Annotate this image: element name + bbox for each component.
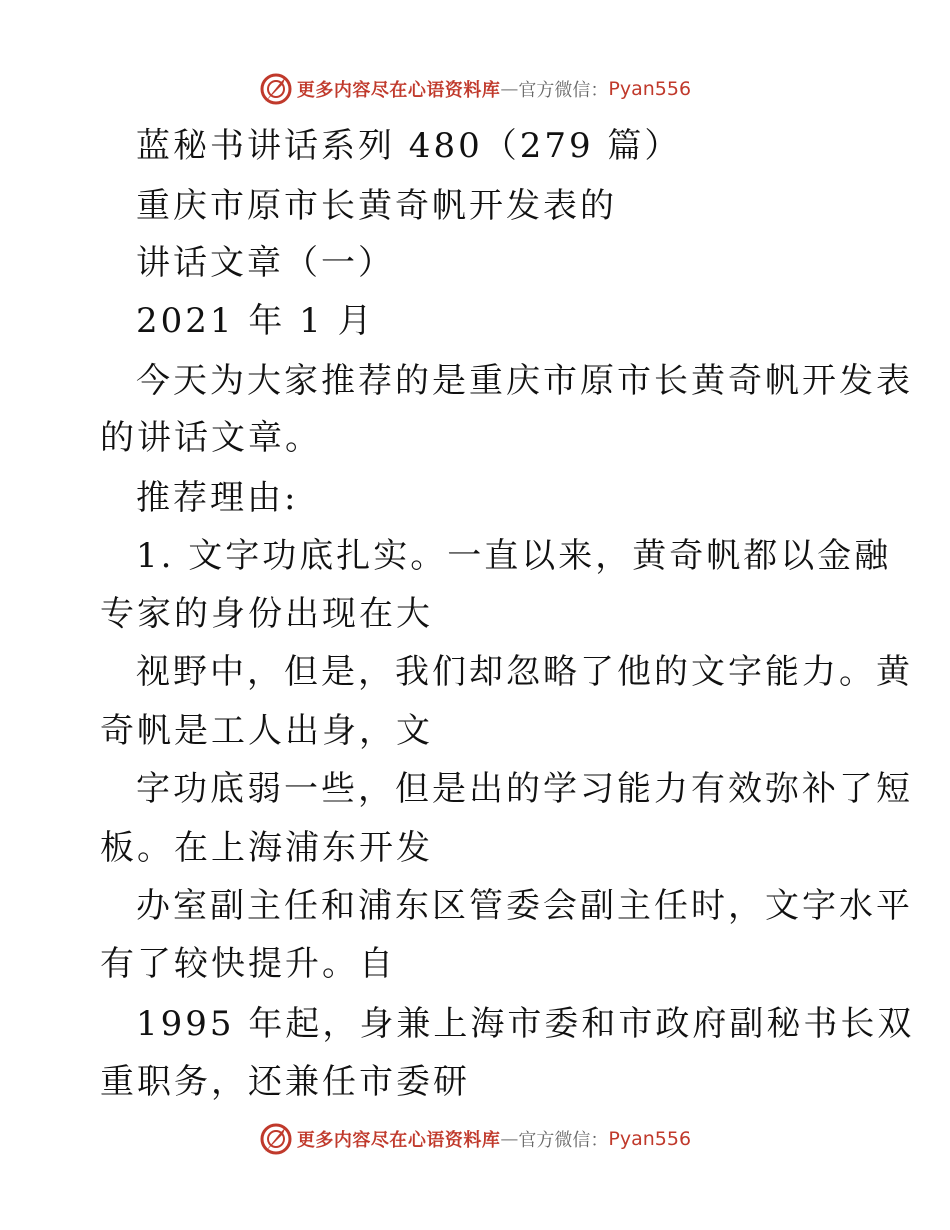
watermark-dash: — (500, 1128, 519, 1150)
watermark-handle: Pyan556 (608, 78, 692, 100)
doc-line: 板。在上海浦东开发 (100, 828, 433, 868)
doc-line: 1. 文字功底扎实。一直以来，黄奇帆都以金融 (136, 536, 892, 576)
doc-line: 的讲话文章。 (100, 418, 322, 458)
doc-line: 办室副主任和浦东区管委会副主任时，文字水平 (136, 886, 913, 926)
quill-logo-icon (259, 1122, 293, 1156)
doc-line: 字功底弱一些，但是出的学习能力有效弥补了短 (136, 769, 913, 809)
doc-line: 1995 年起，身兼上海市委和市政府副秘书长双 (136, 1004, 915, 1044)
header-watermark (0, 72, 950, 106)
doc-line: 讲话文章（一） (136, 243, 395, 283)
doc-line: 蓝秘书讲话系列 480（279 篇） (136, 126, 682, 166)
doc-line: 今天为大家推荐的是重庆市原市长黄奇帆开发表 (136, 361, 913, 401)
doc-line: 2021 年 1 月 (136, 301, 375, 341)
doc-line: 重庆市原市长黄奇帆开发表的 (136, 186, 617, 226)
quill-logo-icon (259, 72, 293, 106)
footer-watermark (0, 1122, 950, 1156)
doc-line: 专家的身份出现在大 (100, 594, 433, 634)
doc-line: 有了较快提升。自 (100, 944, 396, 984)
watermark-side-text: 官方微信： (518, 80, 609, 101)
doc-line: 视野中，但是，我们却忽略了他的文字能力。黄 (136, 652, 913, 692)
doc-line: 奇帆是工人出身，文 (100, 711, 433, 751)
watermark-main-text: 更多内容尽在心语资料库 (296, 80, 501, 101)
watermark-handle: Pyan556 (608, 1128, 692, 1150)
watermark-main-text: 更多内容尽在心语资料库 (296, 1130, 501, 1151)
doc-line: 重职务，还兼任市委研 (100, 1062, 470, 1102)
doc-line: 推荐理由: (136, 478, 299, 518)
watermark-side-text: 官方微信： (518, 1130, 609, 1151)
watermark-dash: — (500, 78, 519, 100)
